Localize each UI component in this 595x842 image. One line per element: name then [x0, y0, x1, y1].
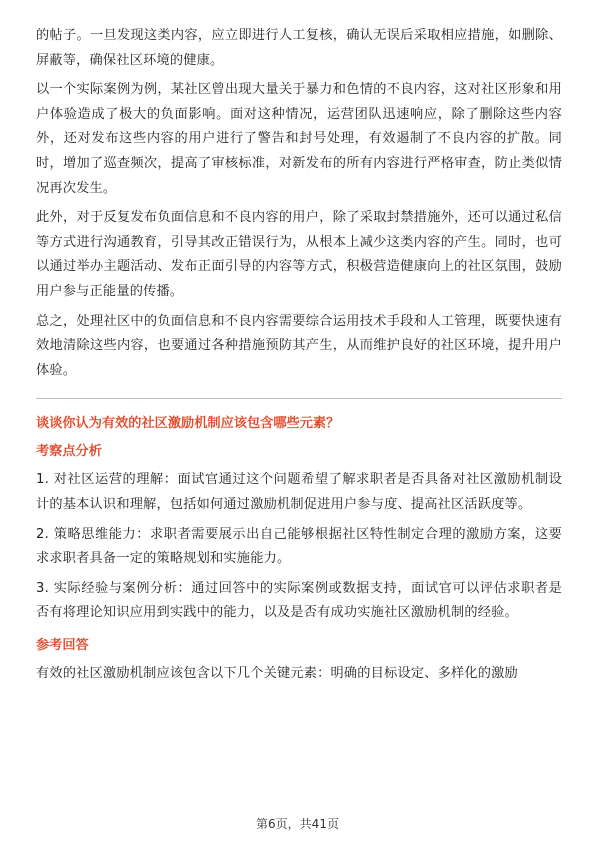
analysis-item: 1. 对社区运营的理解：面试官通过这个问题希望了解求职者是否具备对社区激励机制设计的基本认识和理解，包括如何通过激励机制促进用户参与度、提高社区活跃度等。 [36, 472, 562, 512]
page-content [36, 24, 562, 686]
reference-text: 有效的社区激励机制应该包含以下几个关键元素：明确的目标设定、多样化的激励 [36, 665, 518, 681]
analysis-title: 考察点分析 [36, 444, 102, 460]
body-paragraph: 此外，对于反复发布负面信息和不良内容的用户，除了采取封禁措施外，还可以通过私信等方式进行沟通教育，引导其改正错误行为，从根本上减少这类内容的产生。同时，也可以通过举办主题活动、发布正面引导的内容等方式，积极营造健康向上的社区氛围，鼓励用户参与正能量的传播。 [36, 210, 562, 299]
body-paragraph: 总之，处理社区中的负面信息和不良内容需要综合运用技术手段和人工管理，既要快速有效地清除这些内容，也要通过各种措施预防其产生，从而维护良好的社区环境，提升用户体验。 [36, 313, 562, 378]
section-divider [36, 398, 562, 399]
body-paragraph: 的帖子。一旦发现这类内容，应立即进行人工复核，确认无误后采取相应措施，如删除、屏蔽等，确保社区环境的健康。 [36, 28, 562, 68]
reference-title: 参考回答 [36, 637, 89, 653]
analysis-item: 3. 实际经验与案例分析：通过回答中的实际案例或数据支持，面试官可以评估求职者是否有将理论知识应用到实践中的能力，以及是否有成功实施社区激励机制的经验。 [36, 580, 562, 621]
body-paragraph: 以一个实际案例为例，某社区曾出现大量关于暴力和色情的不良内容，这对社区形象和用户体验造成了极大的负面影响。面对这种情况，运营团队迅速响应，除了删除这些内容外，还对发布这些内容的用户进行了警告和封号处理，有效遏制了不良内容的扩散。同时，增加了巡查频次，提高了审核标准，对新发布的所有内容进行严格审查，防止类似情况再次发生。 [36, 82, 562, 196]
question-heading: 谈谈你认为有效的社区激励机制应该包含哪些元素？ [36, 416, 340, 432]
analysis-item: 2. 策略思维能力：求职者需要展示出自己能够根据社区特性制定合理的激励方案，这要求求职者具备一定的策略规划和实施能力。 [36, 526, 562, 567]
page-number: 第6页，共41页 [256, 817, 339, 831]
